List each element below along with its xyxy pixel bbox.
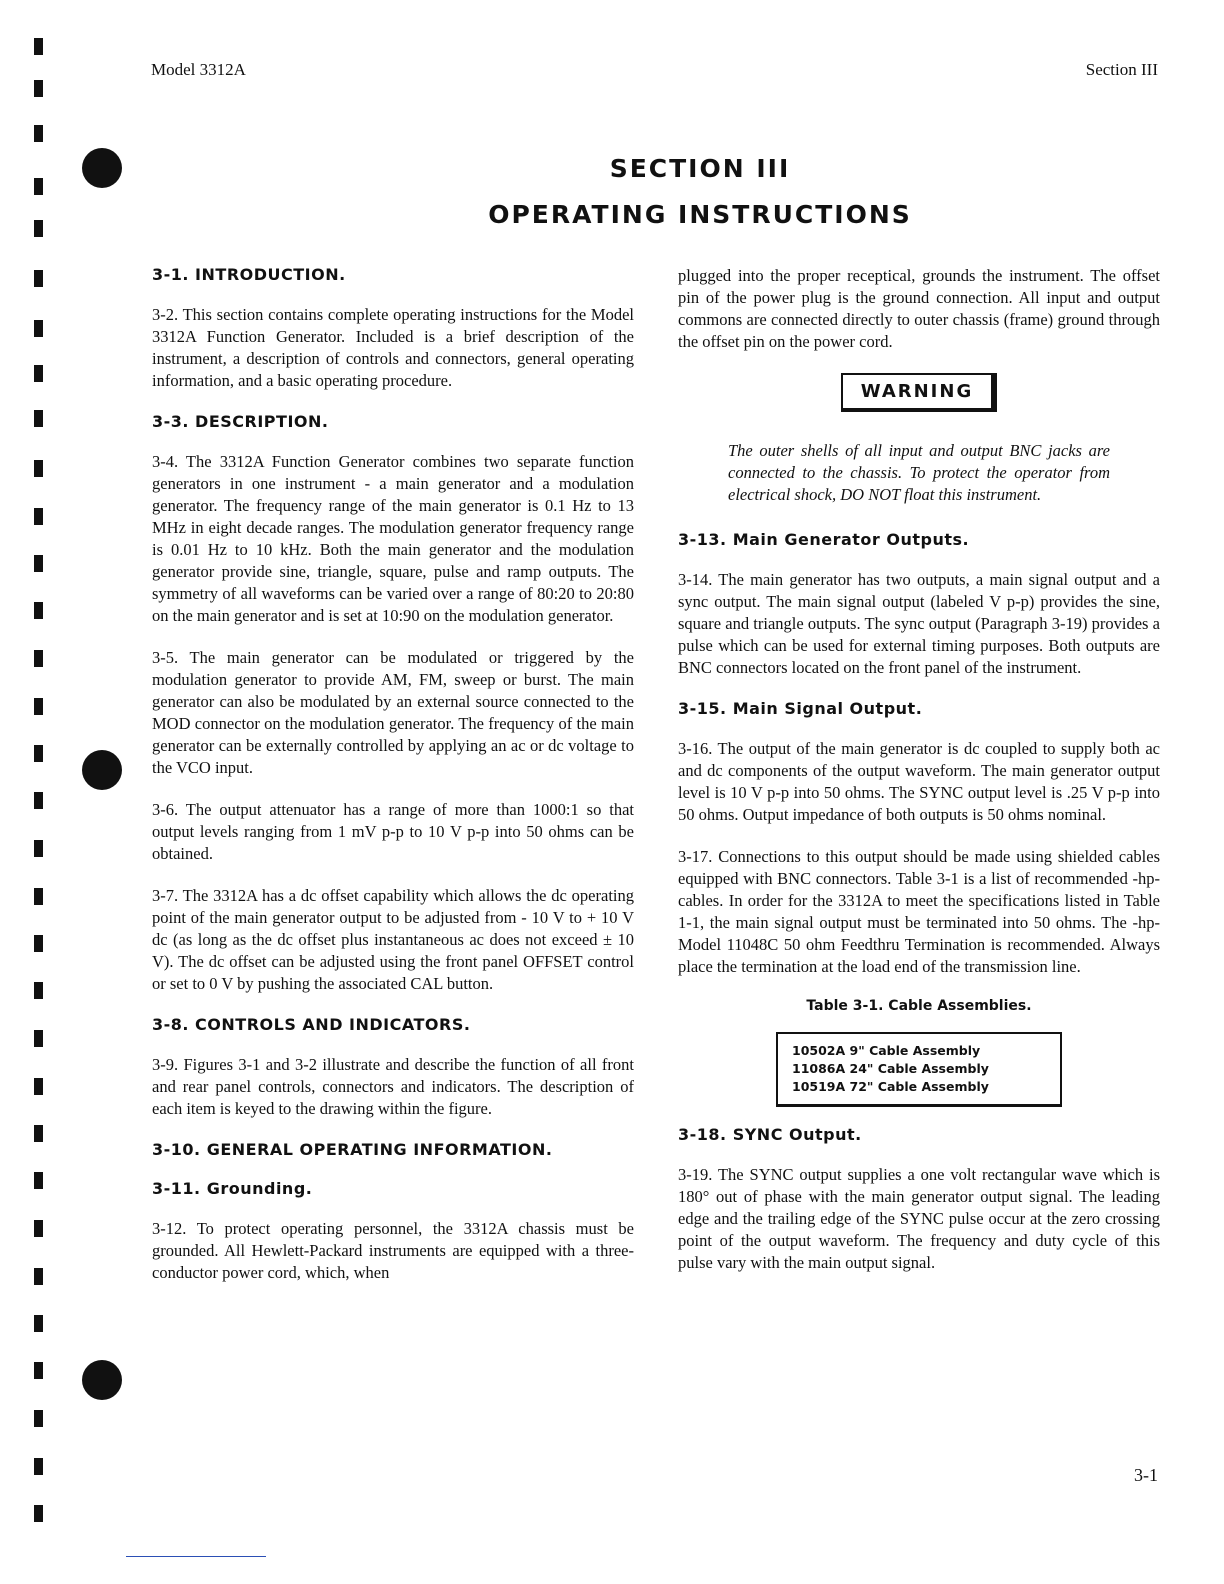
punch-hole [82,148,122,188]
warning-box [678,373,1160,412]
binder-mark [34,365,43,382]
warning-label: WARNING [841,373,997,412]
binder-mark [34,80,43,97]
left-column [152,265,634,1304]
binder-mark [34,1458,43,1475]
header-model: Model 3312A [151,60,246,79]
footer-rule [126,1556,266,1557]
section-heading: 3-3. DESCRIPTION. [152,412,329,431]
binder-mark [34,935,43,952]
cable-table [776,1032,1062,1107]
section-heading: 3-8. CONTROLS AND INDICATORS. [152,1015,471,1034]
binder-mark [34,1268,43,1285]
paragraph: 3-7. The 3312A has a dc offset capability which allows the dc operating point of the main generator output to be adjusted from - 10 V to + 10 V dc (as long as the dc offset plus instantaneous ac does not exceed ± 10 V). The dc offset can be adjusted using the front panel OFFSET control or set to 0 V by pushing the associated CAL button. [152,886,634,993]
section-heading: 3-13. Main Generator Outputs. [678,530,970,549]
binder-mark [34,602,43,619]
binder-mark [34,1505,43,1522]
binder-mark [34,178,43,195]
section-heading: 3-11. Grounding. [152,1179,313,1198]
section-heading: 3-1. INTRODUCTION. [152,265,346,284]
binder-mark [34,840,43,857]
binder-mark [34,1220,43,1237]
binder-mark [34,1078,43,1095]
binder-mark [34,410,43,427]
table-caption: Table 3-1. Cable Assemblies. [806,998,1032,1014]
binder-mark [34,745,43,762]
binder-mark [34,1125,43,1142]
paragraph: 3-17. Connections to this output should be made using shielded cables equipped with BNC connectors. Table 3-1 is a list of recommended -hp- cables. In order for the 3312A to meet the specifications listed in Table 1-1, the main signal output must be terminated into 50 ohms. The -hp- Model 11048C 50 ohm Feedthru Termination is recommended. Always place the termination at the load end of the transmission line. [678,847,1160,976]
page-number: 3-1 [1134,1465,1158,1485]
binder-mark [34,508,43,525]
binder-mark [34,555,43,572]
binder-mark [34,320,43,337]
binder-mark [34,982,43,999]
right-column [678,265,1160,1294]
binder-mark [34,125,43,142]
header-section: Section III [1085,60,1158,79]
paragraph: 3-5. The main generator can be modulated or triggered by the modulation generator to provide AM, FM, sweep or burst. The main generator can also be modulated by an external source connected to the MOD connector on the modulation generator. The frequency of the main generator can be externally controlled by applying an ac or dc voltage to the VCO input. [152,648,634,777]
binder-mark [34,1030,43,1047]
paragraph: 3-4. The 3312A Function Generator combines two separate function generators in one instrument - a main generator and a modulation generator. The frequency range of the main generator is 0.1 Hz to 13 MHz in eight decade ranges. The modulation generator frequency range is 0.01 Hz to 10 kHz. Both the main generator and the modulation generator provide sine, triangle, square, pulse and ramp outputs. The symmetry of all waveforms can be varied over a range of 80:20 to 20:80 on the main generator and is set at 10:90 on the modulation generator. [152,452,634,625]
paragraph: 3-12. To protect operating personnel, the 3312A chassis must be grounded. All Hewlett-Packard instruments are equipped with a three-conductor power cord, which, when [152,1219,634,1282]
warning-text: The outer shells of all input and output BNC jacks are connected to the chassis. To protect the operator from electrical shock, DO NOT float this instrument. [728,441,1110,504]
binder-mark [34,698,43,715]
paragraph: 3-19. The SYNC output supplies a one volt rectangular wave which is 180° out of phase with the main generator output signal. The leading edge and the trailing edge of the SYNC pulse occur at the zero crossing point of the output waveform. The frequency and duty cycle of this pulse vary with the main output signal. [678,1165,1160,1272]
binder-mark [34,888,43,905]
table-row: 11086A 24" Cable Assembly [792,1061,989,1076]
binder-mark [34,460,43,477]
paragraph: 3-16. The output of the main generator is dc coupled to supply both ac and dc components of the output waveform. The main generator output level is 10 V p-p into 50 ohms. The SYNC output level is .25 V p-p into 50 ohms. Output impedance of both outputs is 50 ohms nominal. [678,739,1160,824]
table-row: 10502A 9" Cable Assembly [792,1043,981,1058]
binder-mark [34,38,43,55]
paragraph: 3-9. Figures 3-1 and 3-2 illustrate and describe the function of all front and rear panel controls, connectors and indicators. The description of each item is keyed to the drawing within the figure. [152,1055,634,1118]
binder-mark [34,1410,43,1427]
table-row: 10519A 72" Cable Assembly [792,1079,989,1094]
section-title: SECTION III [609,154,791,183]
paragraph: plugged into the proper receptical, grounds the instrument. The offset pin of the power plug is the ground connection. All input and output commons are connected directly to outer chassis (frame) ground through the offset pin on the power cord. [678,266,1160,351]
section-heading: 3-15. Main Signal Output. [678,699,923,718]
binder-mark [34,270,43,287]
section-heading: 3-18. SYNC Output. [678,1125,862,1144]
binder-mark [34,1172,43,1189]
binder-mark [34,1362,43,1379]
paragraph: 3-6. The output attenuator has a range of more than 1000:1 so that output levels ranging from 1 mV p-p to 10 V p-p into 50 ohms can be obtained. [152,800,634,863]
punch-hole [82,1360,122,1400]
paragraph: 3-2. This section contains complete operating instructions for the Model 3312A Function Generator. Included is a brief description of the instrument, a description of controls and connectors, general operating information, and a basic operating procedure. [152,305,634,390]
binder-mark [34,1315,43,1332]
binder-mark [34,650,43,667]
section-subtitle: OPERATING INSTRUCTIONS [488,200,912,229]
punch-hole [82,750,122,790]
section-heading: 3-10. GENERAL OPERATING INFORMATION. [152,1140,553,1159]
binder-mark [34,220,43,237]
binder-mark [34,792,43,809]
paragraph: 3-14. The main generator has two outputs, a main signal output and a sync output. The main signal output (labeled V p-p) provides the sine, square and triangle outputs. The sync output (Paragraph 3-19) provides a pulse which can be used for external timing purposes. Both outputs are BNC connectors located on the front panel of the instrument. [678,570,1160,677]
